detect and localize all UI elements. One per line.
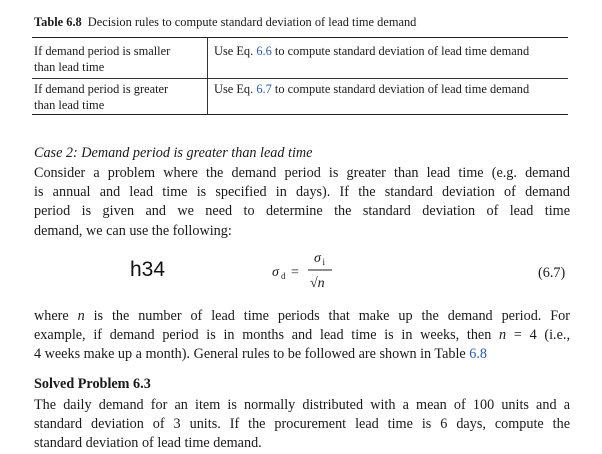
- row-1-condition-line-1: If demand period is smaller: [34, 44, 171, 58]
- solved-problem-title: Solved Problem 6.3: [34, 376, 151, 392]
- table-row-2-condition: [34, 81, 200, 113]
- table-bottom-rule: [32, 114, 568, 115]
- explanation-line-3: 4 weeks make up a month). General rules to be followed are shown in Table 6.8: [34, 346, 488, 363]
- case-2-line-4: demand, we can use the following:: [34, 222, 232, 239]
- row-1-rule-prefix: Use Eq.: [214, 44, 257, 58]
- table-caption: [34, 15, 416, 30]
- solved-problem-paragraph: [34, 396, 570, 454]
- equation-number: (6.7): [538, 265, 566, 281]
- table-6-8-link[interactable]: 6.8: [469, 346, 488, 363]
- solved-line-2: standard deviation of 3 units. If the procurement lead time is 6 days, compute the: [34, 416, 570, 433]
- solved-line-1: The daily demand for an item is normally distributed with a mean of 100 units and a: [34, 397, 570, 413]
- table-row-1-rule: [214, 43, 574, 59]
- row-2-condition-line-1: If demand period is greater: [34, 82, 169, 96]
- case-2-line-3: period is given and we need to determine the standard deviation of lead time: [34, 203, 570, 220]
- table-row-divider: [32, 78, 568, 79]
- row-2-rule-suffix: to compute standard deviation of lead time demand: [271, 82, 530, 96]
- case-2-line-2: is annual and lead time is specified in days). If the standard deviation of demand: [34, 184, 570, 201]
- equation-lhs-subscript: d: [281, 271, 286, 281]
- row-2-condition-line-2: than lead time: [34, 98, 105, 112]
- case-2-paragraph: [34, 164, 570, 241]
- eq-6-7-link[interactable]: 6.7: [256, 82, 272, 96]
- overlay-label: h34: [130, 258, 166, 281]
- equation-denominator: √n: [310, 276, 325, 291]
- equation-6-7: [272, 248, 362, 294]
- case-2-line-1: Consider a problem where the demand period is greater than lead time (e.g. demand: [34, 165, 570, 181]
- explanation-line-1: where n is the number of lead time periods that make up the demand period. For: [34, 308, 570, 324]
- row-1-condition-line-2: than lead time: [34, 60, 105, 74]
- case-2-title: Case 2: Demand period is greater than lead time: [34, 145, 313, 161]
- equation-lhs-symbol: σ: [272, 265, 279, 280]
- equals-sign: =: [291, 265, 299, 280]
- table-row-1-condition: [34, 43, 200, 75]
- equation-num-subscript: i: [322, 257, 326, 267]
- explanation-paragraph: [34, 307, 570, 365]
- table-label: Table 6.8: [34, 15, 82, 29]
- table-top-rule: [32, 37, 568, 38]
- table-column-divider: [207, 38, 208, 114]
- solved-line-3: standard deviation of lead time demand.: [34, 435, 262, 452]
- table-caption-text: Decision rules to compute standard deviation of lead time demand: [87, 15, 417, 29]
- row-1-rule-suffix: to compute standard deviation of lead time demand: [271, 44, 530, 58]
- eq-6-6-link[interactable]: 6.6: [256, 44, 272, 58]
- equation-num-symbol: σ: [314, 251, 321, 266]
- row-2-rule-prefix: Use Eq.: [214, 82, 257, 96]
- explanation-line-2: example, if demand period is in months and lead time is in weeks, then n = 4 (i.e.,: [34, 327, 570, 344]
- table-row-2-rule: [214, 81, 574, 97]
